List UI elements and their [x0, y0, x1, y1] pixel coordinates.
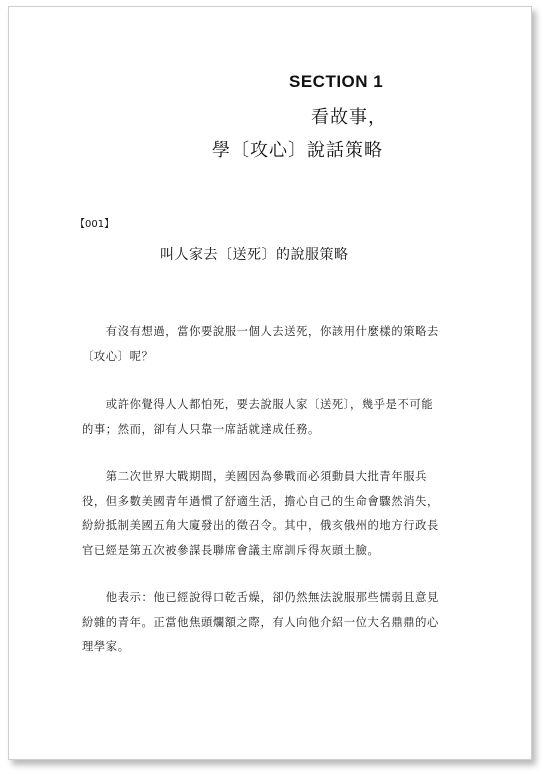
section-label: SECTION 1: [289, 72, 384, 91]
paragraph-3: 第二次世界大戰期間，美國因為參戰而必須動員大批青年服兵 役，但多數美國青年過慣了舒適生活，擔心自己的生命會驟然消失， 紛紛抵制美國五角大廈發出的徵召令。其中，俄亥俄州的地方行政長 官已經是第五次被參謀長聯席會議主席訓斥得灰頭土臉。: [82, 470, 439, 557]
story-number: 【001】: [75, 219, 115, 230]
paragraph-4: 他表示：他已經說得口乾舌燥，卻仍然無法說服那些懦弱且意見 紛雜的青年。正當他焦頭爛額之際，有人向他介紹一位大名鼎鼎的心 理學家。: [82, 591, 439, 653]
paragraph-2: 或許你覺得人人都怕死，要去說服人家〔送死〕，幾乎是不可能 的事；然而，卻有人只靠一席話就達成任務。: [82, 398, 434, 436]
story-title: 叫人家去〔送死〕的說服策略: [160, 247, 349, 263]
section-title-line-2: 學〔攻心〕說話策略: [212, 140, 383, 161]
section-title-line-1: 看故事，: [311, 107, 387, 128]
paragraph-1: 有沒有想過，當你要說服一個人去送死，你該用什麼樣的策略去 〔攻心〕呢？: [82, 325, 439, 363]
